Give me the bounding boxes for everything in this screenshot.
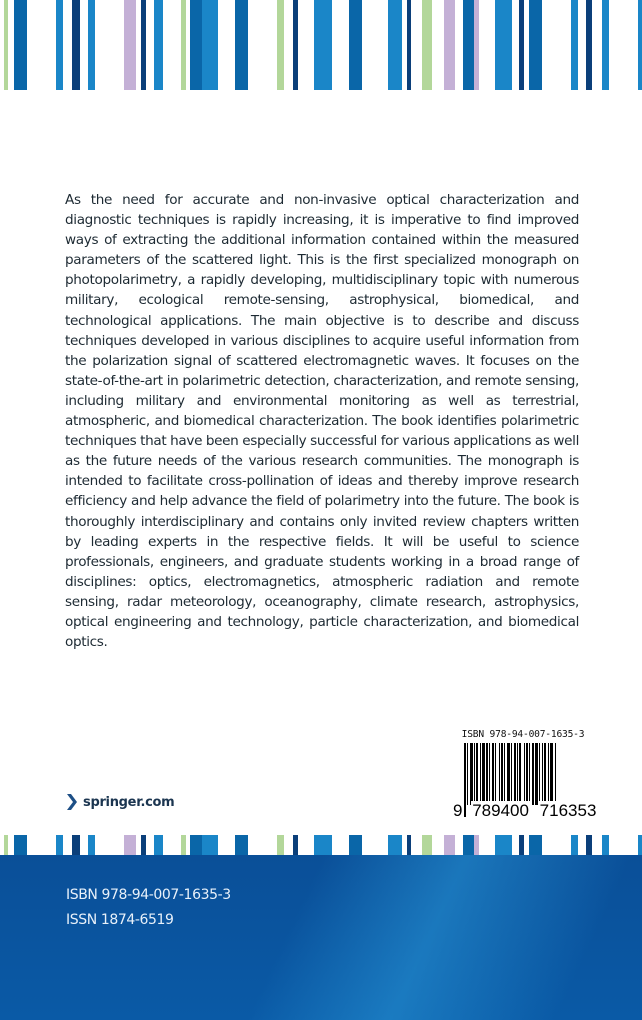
bottom-stripe-band <box>0 835 642 856</box>
stripe <box>519 0 524 90</box>
stripe <box>190 835 202 856</box>
stripe <box>638 835 642 856</box>
stripe <box>124 0 136 90</box>
isbn-barcode <box>452 729 597 820</box>
footer-isbn: ISBN 978-94-007-1635-3 <box>66 887 231 903</box>
stripe <box>602 0 609 90</box>
stripe <box>56 835 63 856</box>
stripe <box>88 835 95 856</box>
barcode-digits-right: 716353 <box>539 801 597 820</box>
stripe <box>388 0 402 90</box>
stripe <box>56 0 63 90</box>
stripe <box>519 835 524 856</box>
stripe <box>141 835 146 856</box>
stripe <box>474 835 479 856</box>
stripe <box>4 835 8 856</box>
springer-link[interactable] <box>66 792 174 812</box>
stripe <box>638 0 642 90</box>
stripe <box>293 0 298 90</box>
stripe <box>14 835 27 856</box>
barcode-digits-left: 789400 <box>472 801 529 820</box>
stripe <box>154 0 163 90</box>
back-cover-blurb: As the need for accurate and non-invasive optical characterization and diagnostic techniques is rapidly increasing, it is imperative to find improved ways of extracting the additional information contained within the measured parameters of the scattered light. This is the first specialized monograph on photopolarimetry, a rapidly developing, multidisciplinary topic with numerous military, ecological remote-sensing, astrophysical, biomedical, and technological applications. The main objective is to describe and discuss techniques developed in various disciplines to acquire useful information from the polarization signal of scattered electromagnetic waves. It focuses on the state-of-the-art in polarimetric detection, characterization, and remote sensing, including military and environmental monitoring as well as terrestrial, atmospheric, and biomedical characterization. The book identifies polarimetric techniques that have been especially successful for various applications as well as the future needs of the various research communities. The monograph is intended to facilitate cross-pollination of ideas and thereby improve research efficiency and help advance the field of polarimetry into the future. The book is thoroughly interdisciplinary and contains only invited review chapters written by leading experts in the respective fields. It will be useful to science professionals, engineers, and graduate students working in a broad range of disciplines: optics, electromagnetics, atmospheric radiation and remote sensing, radar meteorology, oceanography, climate research, astrophysics, optical engineering and technology, particle characterization, and biomedical optics. <box>65 192 579 651</box>
stripe <box>349 835 362 856</box>
stripe <box>422 835 432 856</box>
stripe <box>571 835 578 856</box>
stripe <box>190 0 202 90</box>
stripe <box>388 835 402 856</box>
stripe <box>181 0 186 90</box>
stripe <box>277 835 284 856</box>
stripe <box>463 0 474 90</box>
stripe <box>571 0 578 90</box>
stripe <box>586 835 592 856</box>
stripe <box>202 835 218 856</box>
stripe <box>4 0 8 90</box>
footer-identifiers <box>66 883 231 933</box>
top-stripe-band <box>0 0 642 90</box>
stripe <box>529 0 542 90</box>
footer-issn: ISSN 1874-6519 <box>66 912 174 928</box>
stripe <box>422 0 432 90</box>
stripe <box>444 835 455 856</box>
stripe <box>293 835 298 856</box>
stripe <box>14 0 27 90</box>
springer-link-label: springer.com <box>83 794 175 810</box>
barcode-digits <box>452 801 597 821</box>
stripe <box>202 0 218 90</box>
chevron-right-icon <box>66 794 77 810</box>
stripe <box>529 835 542 856</box>
stripe <box>277 0 284 90</box>
stripe <box>235 0 248 90</box>
stripe <box>495 0 512 90</box>
stripe <box>407 835 411 856</box>
stripe <box>141 0 146 90</box>
barcode-digit-prefix: 9 <box>453 801 463 820</box>
stripe <box>181 835 186 856</box>
stripe <box>314 0 332 90</box>
stripe <box>124 835 136 856</box>
stripe <box>235 835 248 856</box>
stripe <box>586 0 592 90</box>
stripe <box>602 835 609 856</box>
barcode-isbn-label: ISBN 978-94-007-1635-3 <box>461 729 585 740</box>
stripe <box>72 0 80 90</box>
stripe <box>88 0 95 90</box>
stripe <box>407 0 411 90</box>
footer-panel <box>0 855 642 1020</box>
stripe <box>474 0 479 90</box>
stripe <box>154 835 163 856</box>
stripe <box>495 835 512 856</box>
stripe <box>349 0 362 90</box>
stripe <box>314 835 332 856</box>
stripe <box>444 0 455 90</box>
stripe <box>72 835 80 856</box>
stripe <box>463 835 474 856</box>
